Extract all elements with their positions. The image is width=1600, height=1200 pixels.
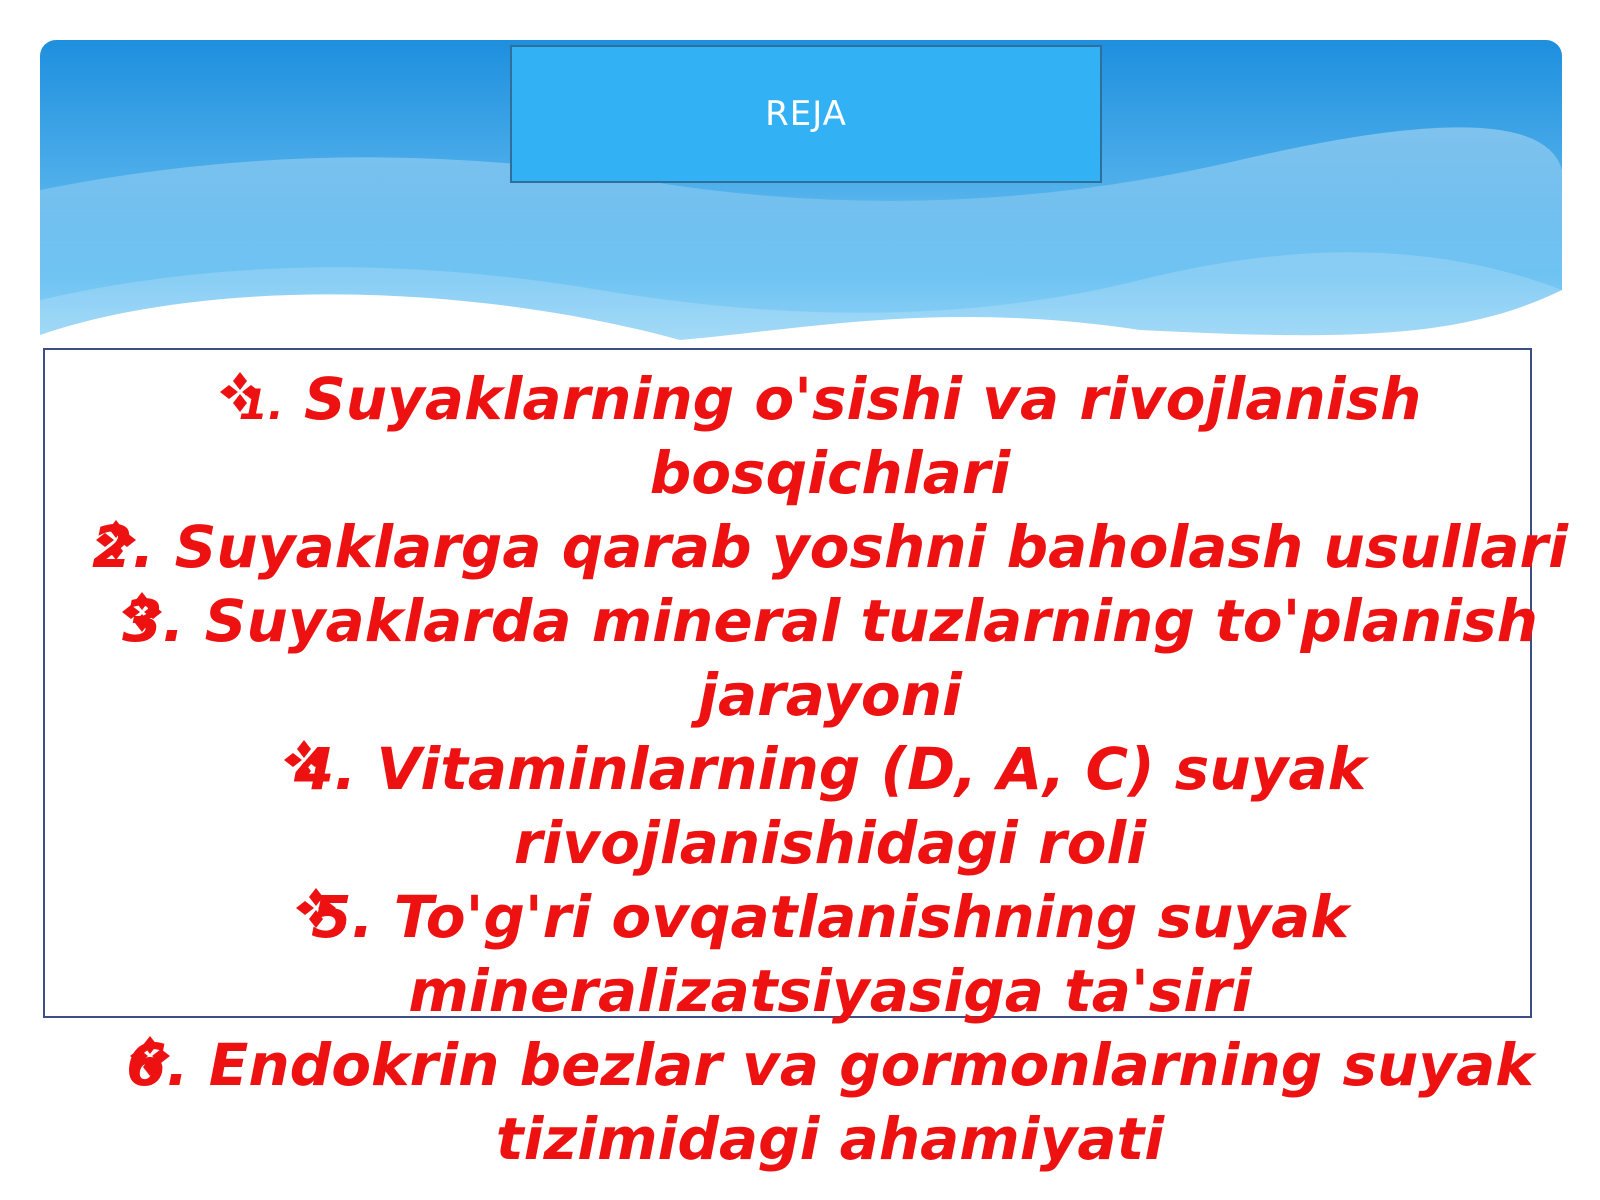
item-5-line1: To'g'ri ovqatlanishning suyak xyxy=(393,883,1349,951)
list-item-5-continuation xyxy=(60,954,1600,1028)
list-item-5 xyxy=(60,880,1600,954)
item-3-number: 3. xyxy=(122,587,185,655)
item-6-line2: tizimidagi ahamiyati xyxy=(495,1105,1165,1173)
list-item-1 xyxy=(60,362,1600,442)
list-item-4-continuation xyxy=(60,806,1600,880)
list-item-6 xyxy=(60,1028,1600,1102)
item-3-line1: Suyaklarda mineral tuzlarning to'planish xyxy=(204,587,1538,655)
item-1-number: 1. xyxy=(238,380,284,429)
list-item-3 xyxy=(60,584,1600,658)
item-4-line2: rivojlanishidagi roli xyxy=(513,809,1147,877)
item-5-number: 5. xyxy=(311,883,374,951)
item-3-line2: jarayoni xyxy=(698,661,962,729)
list-item-6-continuation xyxy=(60,1102,1600,1176)
item-6-number: 6. xyxy=(126,1031,189,1099)
item-6-line1: Endokrin bezlar va gormonlarning suyak xyxy=(208,1031,1534,1099)
title-box xyxy=(510,45,1102,183)
item-4-number: 4. xyxy=(293,735,357,803)
item-2-line1: Suyaklarga qarab yoshni baholash usullari xyxy=(174,513,1568,581)
item-1-line2: bosqichlari xyxy=(649,439,1011,507)
list-item-3-continuation xyxy=(60,658,1600,732)
list-item-2 xyxy=(60,510,1600,584)
item-4-line1: Vitaminlarning (D, A, C) suyak xyxy=(376,735,1367,803)
item-5-line2: mineralizatsiyasiga ta'siri xyxy=(408,957,1252,1025)
item-2-number: 2. xyxy=(92,513,155,581)
slide-title: REJA xyxy=(765,94,847,134)
item-1-line1: Suyaklarning o'sishi va rivojlanish xyxy=(303,365,1422,433)
list-item-4 xyxy=(60,732,1600,806)
list-item-1-continuation xyxy=(60,436,1600,510)
